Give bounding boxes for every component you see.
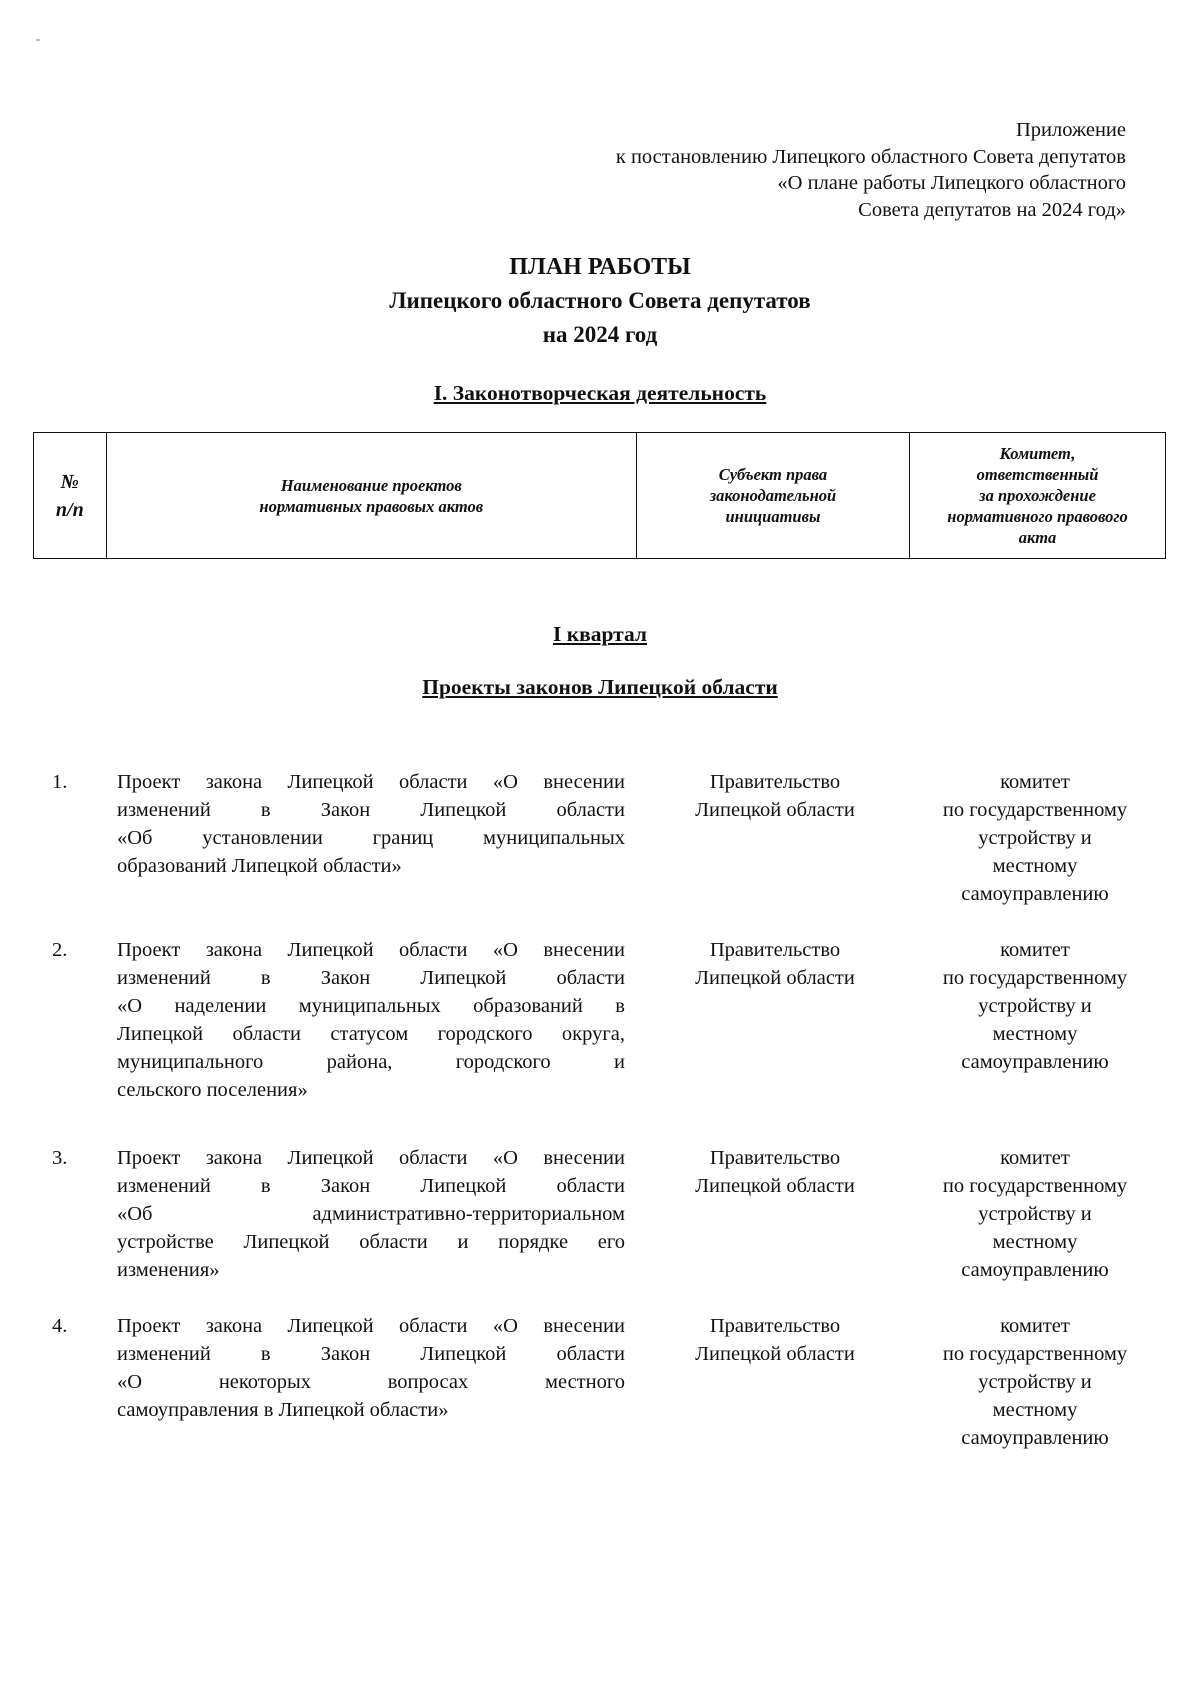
item-committee-line: самоуправлению — [961, 1051, 1109, 1073]
item-name-line: «О наделении муниципальных образований в — [117, 995, 625, 1017]
header-name-line: нормативных правовых актов — [259, 496, 484, 516]
item-name-line: Проект закона Липецкой области «О внесении — [117, 1147, 625, 1169]
header-subject-line: Субъект права — [718, 465, 828, 484]
item-committee-line: самоуправлению — [961, 1259, 1109, 1281]
item-committee — [915, 1144, 1155, 1284]
header-committee-line: за прохождение — [979, 486, 1096, 505]
header-committee-line: ответственный — [976, 465, 1099, 484]
item-name — [117, 936, 625, 1104]
header-number-line: п/п — [55, 498, 84, 521]
item-number: 3. — [52, 1147, 68, 1169]
item-name-line: изменений в Закон Липецкой области — [117, 1175, 625, 1197]
item-number: 4. — [52, 1315, 68, 1337]
item-committee-line: по государственному — [942, 1343, 1128, 1365]
item-committee-line: местному — [992, 1231, 1078, 1253]
header-subject-line: законодательной — [709, 486, 837, 505]
item-committee-line: по государственному — [942, 967, 1128, 989]
item-committee-line: самоуправлению — [961, 883, 1109, 905]
item-committee-line: самоуправлению — [961, 1427, 1109, 1449]
item-subject-line: Правительство — [709, 1147, 841, 1169]
header-subject-line: инициативы — [725, 507, 821, 526]
item-number: 1. — [52, 771, 68, 793]
header-name — [106, 433, 636, 559]
item-name-line: «Об установлении границ муниципальных — [117, 827, 625, 849]
title-line-2: Липецкого областного Совета депутатов — [389, 288, 811, 313]
item-name-line: изменения» — [117, 1259, 220, 1281]
item-committee-line: по государственному — [942, 799, 1128, 821]
item-name-line: муниципального района, городского и — [117, 1051, 625, 1073]
item-committee-line: местному — [992, 1023, 1078, 1045]
item-name-line: устройстве Липецкой области и порядке его — [117, 1231, 625, 1253]
item-subject-line: Правительство — [709, 771, 841, 793]
item-committee-line: комитет — [1000, 771, 1070, 793]
item-name-line: Липецкой области статусом городского округа, — [117, 1023, 625, 1045]
item-subject-line: Липецкой области — [695, 967, 855, 989]
scan-mark — [36, 39, 40, 41]
item-name-line: образований Липецкой области» — [117, 855, 402, 877]
bills-subheading: Проекты законов Липецкой области — [422, 675, 778, 699]
item-name-line: «О некоторых вопросах местного — [117, 1371, 625, 1393]
item-committee-line: по государственному — [942, 1175, 1128, 1197]
item-committee-line: устройству и — [978, 995, 1092, 1017]
item-subject — [660, 768, 890, 824]
header-name-line: Наименование проектов — [280, 475, 462, 495]
header-subject — [636, 433, 909, 559]
item-name — [117, 768, 625, 880]
item-subject — [660, 936, 890, 992]
title-line-3: на 2024 год — [542, 322, 658, 347]
item-name-line: самоуправления в Липецкой области» — [117, 1399, 449, 1421]
item-committee-line: устройству и — [978, 1371, 1092, 1393]
item-number: 2. — [52, 939, 68, 961]
item-committee-line: комитет — [1000, 1315, 1070, 1337]
document-title — [0, 250, 1200, 352]
item-name-line: изменений в Закон Липецкой области — [117, 967, 625, 989]
header-committee — [910, 433, 1166, 559]
item-name-line: изменений в Закон Липецкой области — [117, 799, 625, 821]
appendix-line: к постановлению Липецкого областного Совета депутатов — [615, 145, 1126, 168]
item-name-line: изменений в Закон Липецкой области — [117, 1343, 625, 1365]
item-committee — [915, 768, 1155, 908]
quarter-heading: I квартал — [553, 622, 647, 646]
item-name-line: Проект закона Липецкой области «О внесении — [117, 1315, 625, 1337]
item-subject — [660, 1312, 890, 1368]
item-name-line: «Об административно-территориальном — [117, 1203, 625, 1225]
appendix-block — [486, 117, 1126, 223]
item-name — [117, 1312, 625, 1424]
item-committee-line: устройству и — [978, 1203, 1092, 1225]
item-subject-line: Липецкой области — [695, 1175, 855, 1197]
section-heading: I. Законотворческая деятельность — [433, 381, 767, 405]
appendix-line: Совета депутатов на 2024 год» — [858, 198, 1126, 221]
header-number — [34, 433, 107, 559]
item-name-line: сельского поселения» — [117, 1079, 308, 1101]
appendix-line: Приложение — [1015, 119, 1126, 141]
item-name-line: Проект закона Липецкой области «О внесении — [117, 939, 625, 961]
item-subject-line: Липецкой области — [695, 799, 855, 821]
header-committee-line: Комитет, — [999, 444, 1076, 463]
item-committee-line: местному — [992, 1399, 1078, 1421]
item-subject-line: Правительство — [709, 1315, 841, 1337]
item-committee-line: местному — [992, 855, 1078, 877]
item-committee — [915, 1312, 1155, 1452]
header-committee-line: акта — [1018, 528, 1057, 547]
header-committee-line: нормативного правового — [947, 507, 1128, 526]
header-number-line: № — [60, 470, 79, 493]
item-committee — [915, 936, 1155, 1076]
item-subject-line: Липецкой области — [695, 1343, 855, 1365]
item-committee-line: комитет — [1000, 939, 1070, 961]
item-subject — [660, 1144, 890, 1200]
item-name-line: Проект закона Липецкой области «О внесении — [117, 771, 625, 793]
item-committee-line: комитет — [1000, 1147, 1070, 1169]
plan-table-header — [33, 432, 1166, 559]
item-subject-line: Правительство — [709, 939, 841, 961]
title-main: ПЛАН РАБОТЫ — [509, 254, 691, 280]
item-committee-line: устройству и — [978, 827, 1092, 849]
item-name — [117, 1144, 625, 1284]
appendix-line: «О плане работы Липецкого областного — [777, 172, 1126, 194]
